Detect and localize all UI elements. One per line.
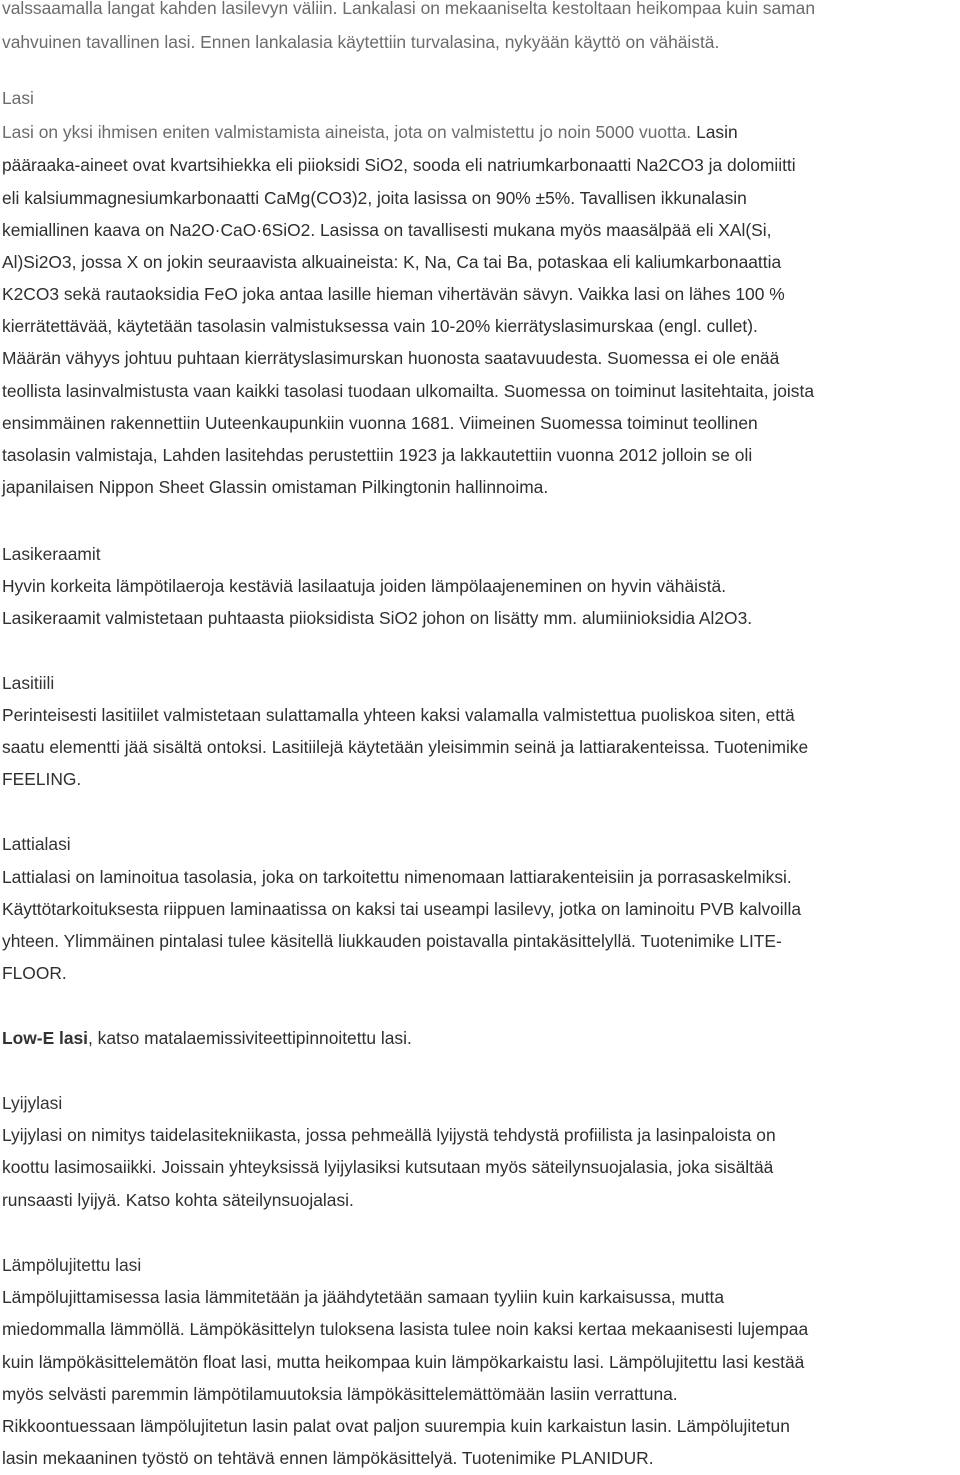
text-segment: teollista lasinvalmistusta vaan kaikki tasolasi tuodaan ulkomailta. [2, 381, 504, 401]
section-heading [2, 543, 101, 565]
text-segment: Lattialasi [2, 834, 71, 854]
text-segment: Käyttötarkoituksesta riippuen laminaatissa on kaksi tai useampi lasilevy, jotka on laminoitu PVB kalvoilla [2, 899, 802, 919]
text-segment: Ylimmäinen pintalasi tulee käsitellä liukkauden poistavalla pintakäsittelyllä. Tuotenimike LITE- [63, 931, 782, 951]
text-line [2, 87, 34, 109]
text-segment: Lämpölujitettu lasi kestää [609, 1352, 805, 1372]
text-segment: kierrätettävää, käytetään tasolasin valmistuksessa vain 10-20% kierrätyslasimurskaa (engl. cullet). [2, 316, 758, 336]
section-heading [2, 833, 71, 855]
text-line [2, 930, 782, 952]
section-heading [2, 672, 54, 694]
text-line [2, 768, 81, 790]
text-line [2, 962, 67, 984]
text-segment: Katso kohta säteilynsuojalasi. [125, 1190, 354, 1210]
text-line [2, 1156, 773, 1178]
text-line [2, 476, 548, 498]
text-segment: runsaasti lyijyä. [2, 1190, 126, 1210]
text-line [2, 1318, 808, 1340]
text-line [2, 412, 758, 434]
text-segment: Joissain yhteyksissä lyijylasiksi kutsutaan myös säteilynsuojalasia, joka sisältää [161, 1157, 774, 1177]
term-bold: Low-E lasi [2, 1028, 89, 1048]
text-line [2, 1189, 354, 1211]
text-line [2, 1351, 804, 1373]
text-line [2, 1447, 654, 1469]
text-segment: Al)Si2O3, jossa X on jokin seuraavista alkuaineista: K, Na, Ca tai Ba, potaskaa eli kaliumkarbonaattia [2, 252, 782, 272]
text-segment: Rikkoontuessaan lämpölujitetun lasin palat ovat paljon suurempia kuin karkaistun lasin. [2, 1416, 677, 1436]
text-line [2, 154, 796, 176]
text-segment: miedommalla lämmöllä. [2, 1319, 190, 1339]
text-segment: Lyijylasi [2, 1093, 63, 1113]
text-line [2, 898, 801, 920]
text-segment: valssaamalla langat kahden lasilevyn väliin. Lankalasi on mekaaniselta kestoltaan heikompaa kuin saman [2, 0, 816, 18]
text-segment: Tavallisen ikkunalasin [579, 188, 747, 208]
text-segment: Lämpölujittamisessa lasia lämmitetään ja jäähdytetään samaan tyyliin kuin karkaisussa, mutta [2, 1287, 725, 1307]
text-segment: , katso matalaemissiviteettipinnoitettu lasi. [88, 1028, 412, 1048]
text-line [2, 121, 738, 143]
text-segment: yhteen. [2, 931, 64, 951]
text-line [2, 607, 752, 629]
text-segment: tasolasin valmistaja, Lahden lasitehdas perustettiin 1923 ja lakkautettiin vuonna 2012 jolloin se oli [2, 445, 753, 465]
text-line [2, 1124, 776, 1146]
text-segment: Lämpölujitettu lasi [2, 1255, 142, 1275]
text-segment: pääraaka-aineet ovat kvartsihiekka eli piioksidi SiO2, sooda eli natriumkarbonaatti Na2CO3 ja dolomiitti [2, 155, 796, 175]
text-segment: saatu elementti jää sisältä ontoksi. [2, 737, 272, 757]
text-segment: Lyijylasi on nimitys taidelasitekniikasta, jossa pehmeällä lyijystä tehdystä profiilista ja lasinpaloista on [2, 1125, 776, 1145]
text-segment: lasin mekaaninen työstö on tehtävä ennen lämpökäsittelyä. Tuotenimike PLANIDUR. [2, 1448, 654, 1468]
text-line [2, 219, 771, 241]
text-segment: Lämpölujitetun [676, 1416, 790, 1436]
text-line [2, 575, 726, 597]
text-segment: Suomessa ei ole enää [607, 348, 780, 368]
text-segment: Hyvin korkeita lämpötilaeroja kestäviä lasilaatuja joiden lämpölaajeneminen on hyvin vähäistä. [2, 576, 727, 596]
text-segment: myös selvästi paremmin lämpötilamuutoksia lämpökäsittelemättömään lasiin verrattuna. [2, 1384, 678, 1404]
text-segment: Lämpökäsittelyn tuloksena lasista tulee noin kaksi kertaa mekaanisesti lujempaa [189, 1319, 809, 1339]
text-line [2, 0, 815, 19]
text-line [2, 251, 781, 273]
text-segment: vahvuinen tavallinen lasi. Ennen lankalasia käytettiin turvalasina, nykyään käyttö on vähäistä. [2, 32, 720, 52]
text-line [2, 444, 752, 466]
text-line [2, 187, 747, 209]
text-segment: Suomessa on toiminut lasitehtaita, joista [503, 381, 814, 401]
text-line [2, 1415, 790, 1437]
text-segment: Lasissa on tavallisesti mukana myös maasälpää eli XAl(Si, [320, 220, 772, 240]
text-segment: kemiallinen kaava on Na2O·CaO·6SiO2. [2, 220, 321, 240]
text-segment: Lasikeraamit [2, 544, 101, 564]
text-segment: Vaikka lasi on lähes 100 % [578, 284, 785, 304]
text-line [2, 283, 785, 305]
text-line [2, 1286, 724, 1308]
text-segment: koottu lasimosaiikki. [2, 1157, 162, 1177]
text-line [2, 1383, 678, 1405]
text-line [2, 380, 814, 402]
section-heading [2, 1092, 62, 1114]
text-segment: eli kalsiummagnesiumkarbonaatti CaMg(CO3)2, joita lasissa on 90% ±5%. [2, 188, 580, 208]
text-segment: ensimmäinen rakennettiin Uuteenkaupunkiin vuonna 1681. [2, 413, 460, 433]
text-line [2, 704, 795, 726]
text-segment: Lasitiilejä käytetään yleisimmin seinä ja lattiarakenteissa. Tuotenimike [271, 737, 809, 757]
text-line [2, 736, 808, 758]
text-segment: K2CO3 sekä rautaoksidia FeO joka antaa lasille hieman vihertävän sävyn. [2, 284, 579, 304]
text-segment: japanilaisen Nippon Sheet Glassin omistaman Pilkingtonin hallinnoima. [2, 477, 549, 497]
text-line [2, 31, 719, 53]
text-line [2, 347, 779, 369]
text-line [2, 1027, 412, 1049]
text-segment: Lattialasi on laminoitua tasolasia, joka on tarkoitettu nimenomaan lattiarakenteisiin ja porrasaskelmiksi. [2, 867, 792, 887]
text-segment: FLOOR. [2, 963, 67, 983]
text-line [2, 315, 758, 337]
text-segment: Lasi on yksi ihmisen eniten valmistamista aineista, jota on valmistettu jo noin 5000 vuotta. [2, 122, 697, 142]
text-segment: Viimeinen Suomessa toiminut teollinen [459, 413, 758, 433]
text-segment: Määrän vähyys johtuu puhtaan kierrätyslasimurskan huonosta saatavuudesta. [2, 348, 608, 368]
text-segment: Lasi [2, 88, 34, 108]
text-segment: Lasikeraamit valmistetaan puhtaasta piioksidista SiO2 johon on lisätty mm. alumiinioksidia Al2O3. [2, 608, 753, 628]
text-segment: Lasitiili [2, 673, 55, 693]
text-line [2, 866, 792, 888]
text-segment: Perinteisesti lasitiilet valmistetaan sulattamalla yhteen kaksi valamalla valmistettua puoliskoa siten, että [2, 705, 795, 725]
section-heading [2, 1254, 141, 1276]
text-segment: FEELING. [2, 769, 82, 789]
text-segment: Lasin [696, 122, 738, 142]
text-segment: kuin lämpökäsittelemätön float lasi, mutta heikompaa kuin lämpökarkaistu lasi. [2, 1352, 610, 1372]
